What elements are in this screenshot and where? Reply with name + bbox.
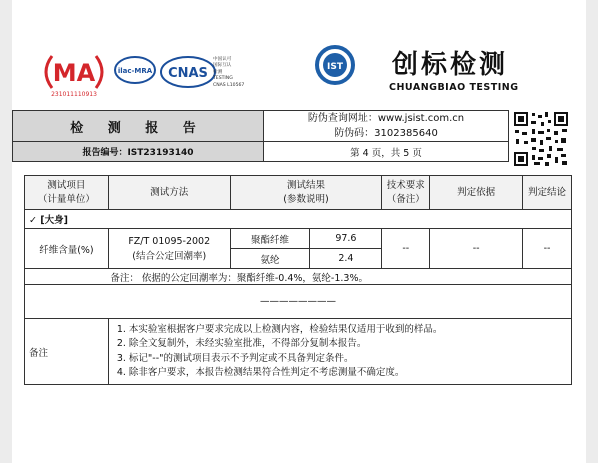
remark-spacer xyxy=(25,269,109,285)
notes-label: 备注 xyxy=(25,319,109,385)
conclusion-value: -- xyxy=(523,229,572,269)
note-item: 4. 除非客户要求，本报告检测结果符合性判定不考虑测量不确定度。 xyxy=(116,367,405,378)
results-table xyxy=(24,175,572,385)
qr-code xyxy=(512,110,570,168)
fiber-name: 氨纶 xyxy=(230,249,310,269)
fiber-value: 97.6 xyxy=(310,229,382,249)
basis-value: -- xyxy=(430,229,523,269)
report-title: 检 测 报 告 xyxy=(13,111,264,142)
col-header-basis: 判定依据 xyxy=(430,176,523,210)
report-number: 报告编号：IST23193140 xyxy=(13,142,264,162)
col-header-item: 测试项目 （计量单位） xyxy=(25,176,109,210)
verify-info xyxy=(264,111,509,142)
requirement-value: -- xyxy=(382,229,430,269)
brand-name-en: CHUANGBIAO TESTING xyxy=(389,82,519,93)
col-header-method: 测试方法 xyxy=(108,176,230,210)
ilac-mra-logo xyxy=(112,55,158,89)
report-header-table xyxy=(12,110,509,162)
verify-url: 防伪查询网址：www.jsist.com.cn xyxy=(307,113,465,124)
ist-logo xyxy=(314,44,356,86)
verify-code: 防伪码：3102385640 xyxy=(334,128,438,139)
remark-text: 备注： 依据的公定回潮率为：聚酯纤维-0.4%，氨纶-1.3%。 xyxy=(108,269,571,285)
ilac-text: ilac-MRA xyxy=(117,67,153,75)
cnas-caption: 中国认可 国际互认 检测 TESTING CNAS L10567 xyxy=(213,57,245,88)
section-label: ✓ [大身] xyxy=(25,210,572,229)
ist-text: IST xyxy=(327,62,343,72)
fiber-value: 2.4 xyxy=(310,249,382,269)
col-header-conclusion: 判定结论 xyxy=(523,176,572,210)
cma-logo xyxy=(38,50,110,98)
item-name: 纤维含量(%) xyxy=(25,229,109,269)
note-item: 2. 除全文复制外，未经实验室批准，不得部分复制本报告。 xyxy=(116,338,367,349)
cma-number: 231011110913 xyxy=(51,91,97,98)
end-divider: ———————— xyxy=(25,285,572,319)
cnas-text: CNAS xyxy=(168,66,208,81)
brand-name-cn: 创标检测 xyxy=(392,50,509,80)
col-header-result: 测试结果 (参数说明) xyxy=(230,176,382,210)
test-method: FZ/T 01095-2002 (结合公定回潮率) xyxy=(108,229,230,269)
note-item: 3. 标记"--"的测试项目表示不予判定或不具备判定条件。 xyxy=(116,352,354,364)
page-info: 第 4 页，共 5 页 xyxy=(264,142,509,162)
cma-text: MA xyxy=(52,59,96,87)
fiber-name: 聚酯纤维 xyxy=(230,229,310,249)
notes-list xyxy=(108,319,571,385)
cnas-logo xyxy=(160,55,220,89)
note-item: 1. 本实验室根据客户要求完成以上检测内容，检验结果仅适用于收到的样品。 xyxy=(116,323,443,335)
col-header-requirement: 技术要求 （备注） xyxy=(382,176,430,210)
